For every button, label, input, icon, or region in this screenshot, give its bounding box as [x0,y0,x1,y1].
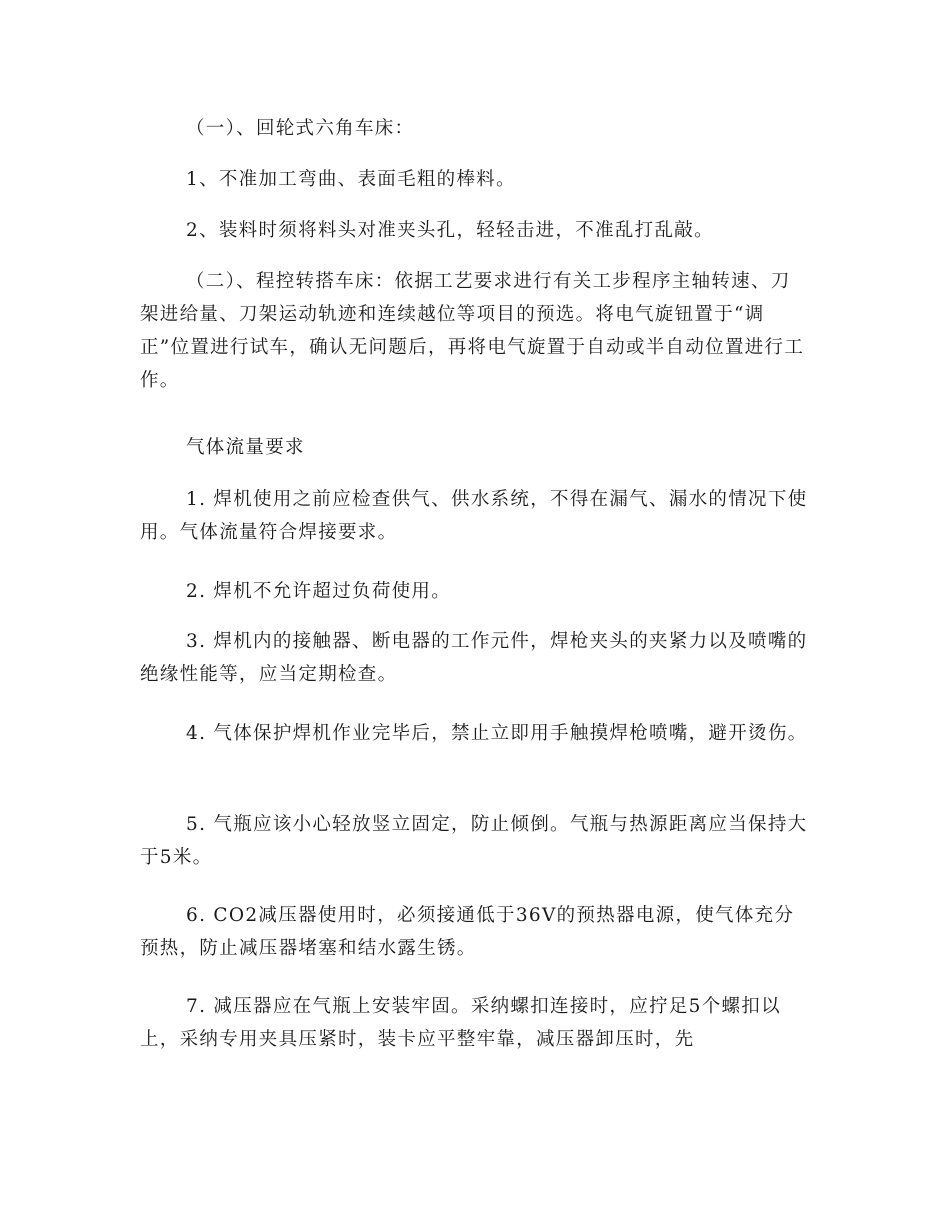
section-heading-turret-lathe: （一）、回轮式六角车床： [186,118,415,139]
list-item-5: 5. 气瓶应该小心轻放竖立固定，防止倾倒。气瓶与热源距离应当保持大于5米。 [140,814,808,868]
section-heading-gas-flow: 气体流量要求 [186,437,305,458]
list-item-7: 7. 减压器应在气瓶上安装牢固。采纳螺扣连接时，应拧足5个螺扣以上，采纳专用夹具压紧时，装卡应平整牢靠，减压器卸压时，先 [140,996,781,1050]
list-item-3: 3. 焊机内的接触器、断电器的工作元件，焊枪夹头的夹紧力以及喷嘴的绝缘性能等，应当定期检查。 [140,631,808,685]
paragraph-1: 1、不准加工弯曲、表面毛粗的棒料。 [186,169,516,190]
list-item-1: 1. 焊机使用之前应检查供气、供水系统，不得在漏气、漏水的情况下使用。气体流量符合焊接要求。 [140,489,808,543]
paragraph-2: 2、装料时须将料头对准夹头孔，轻轻击进，不准乱打乱敲。 [186,220,714,241]
list-item-2: 2. 焊机不允许超过负荷使用。 [186,581,452,602]
section-heading-programmed-lathe: （二）、程控转搭车床：依据工艺要求进行有关工步程序主轴转速、刀架进给量、刀架运动轨迹和连续越位等项目的预选。将电气旋钮置于“调正”位置进行试车，确认无问题后，再将电气旋置于自动或半自动位置进行工作。 [140,271,805,391]
list-item-6: 6. CO2减压器使用时，必须接通低于36V的预热器电源，使气体充分预热，防止减压器堵塞和结水露生锈。 [140,905,795,959]
list-item-4: 4. 气体保护焊机作业完毕后，禁止立即用手触摸焊枪喷嘴，避开烫伤。 [186,723,808,744]
